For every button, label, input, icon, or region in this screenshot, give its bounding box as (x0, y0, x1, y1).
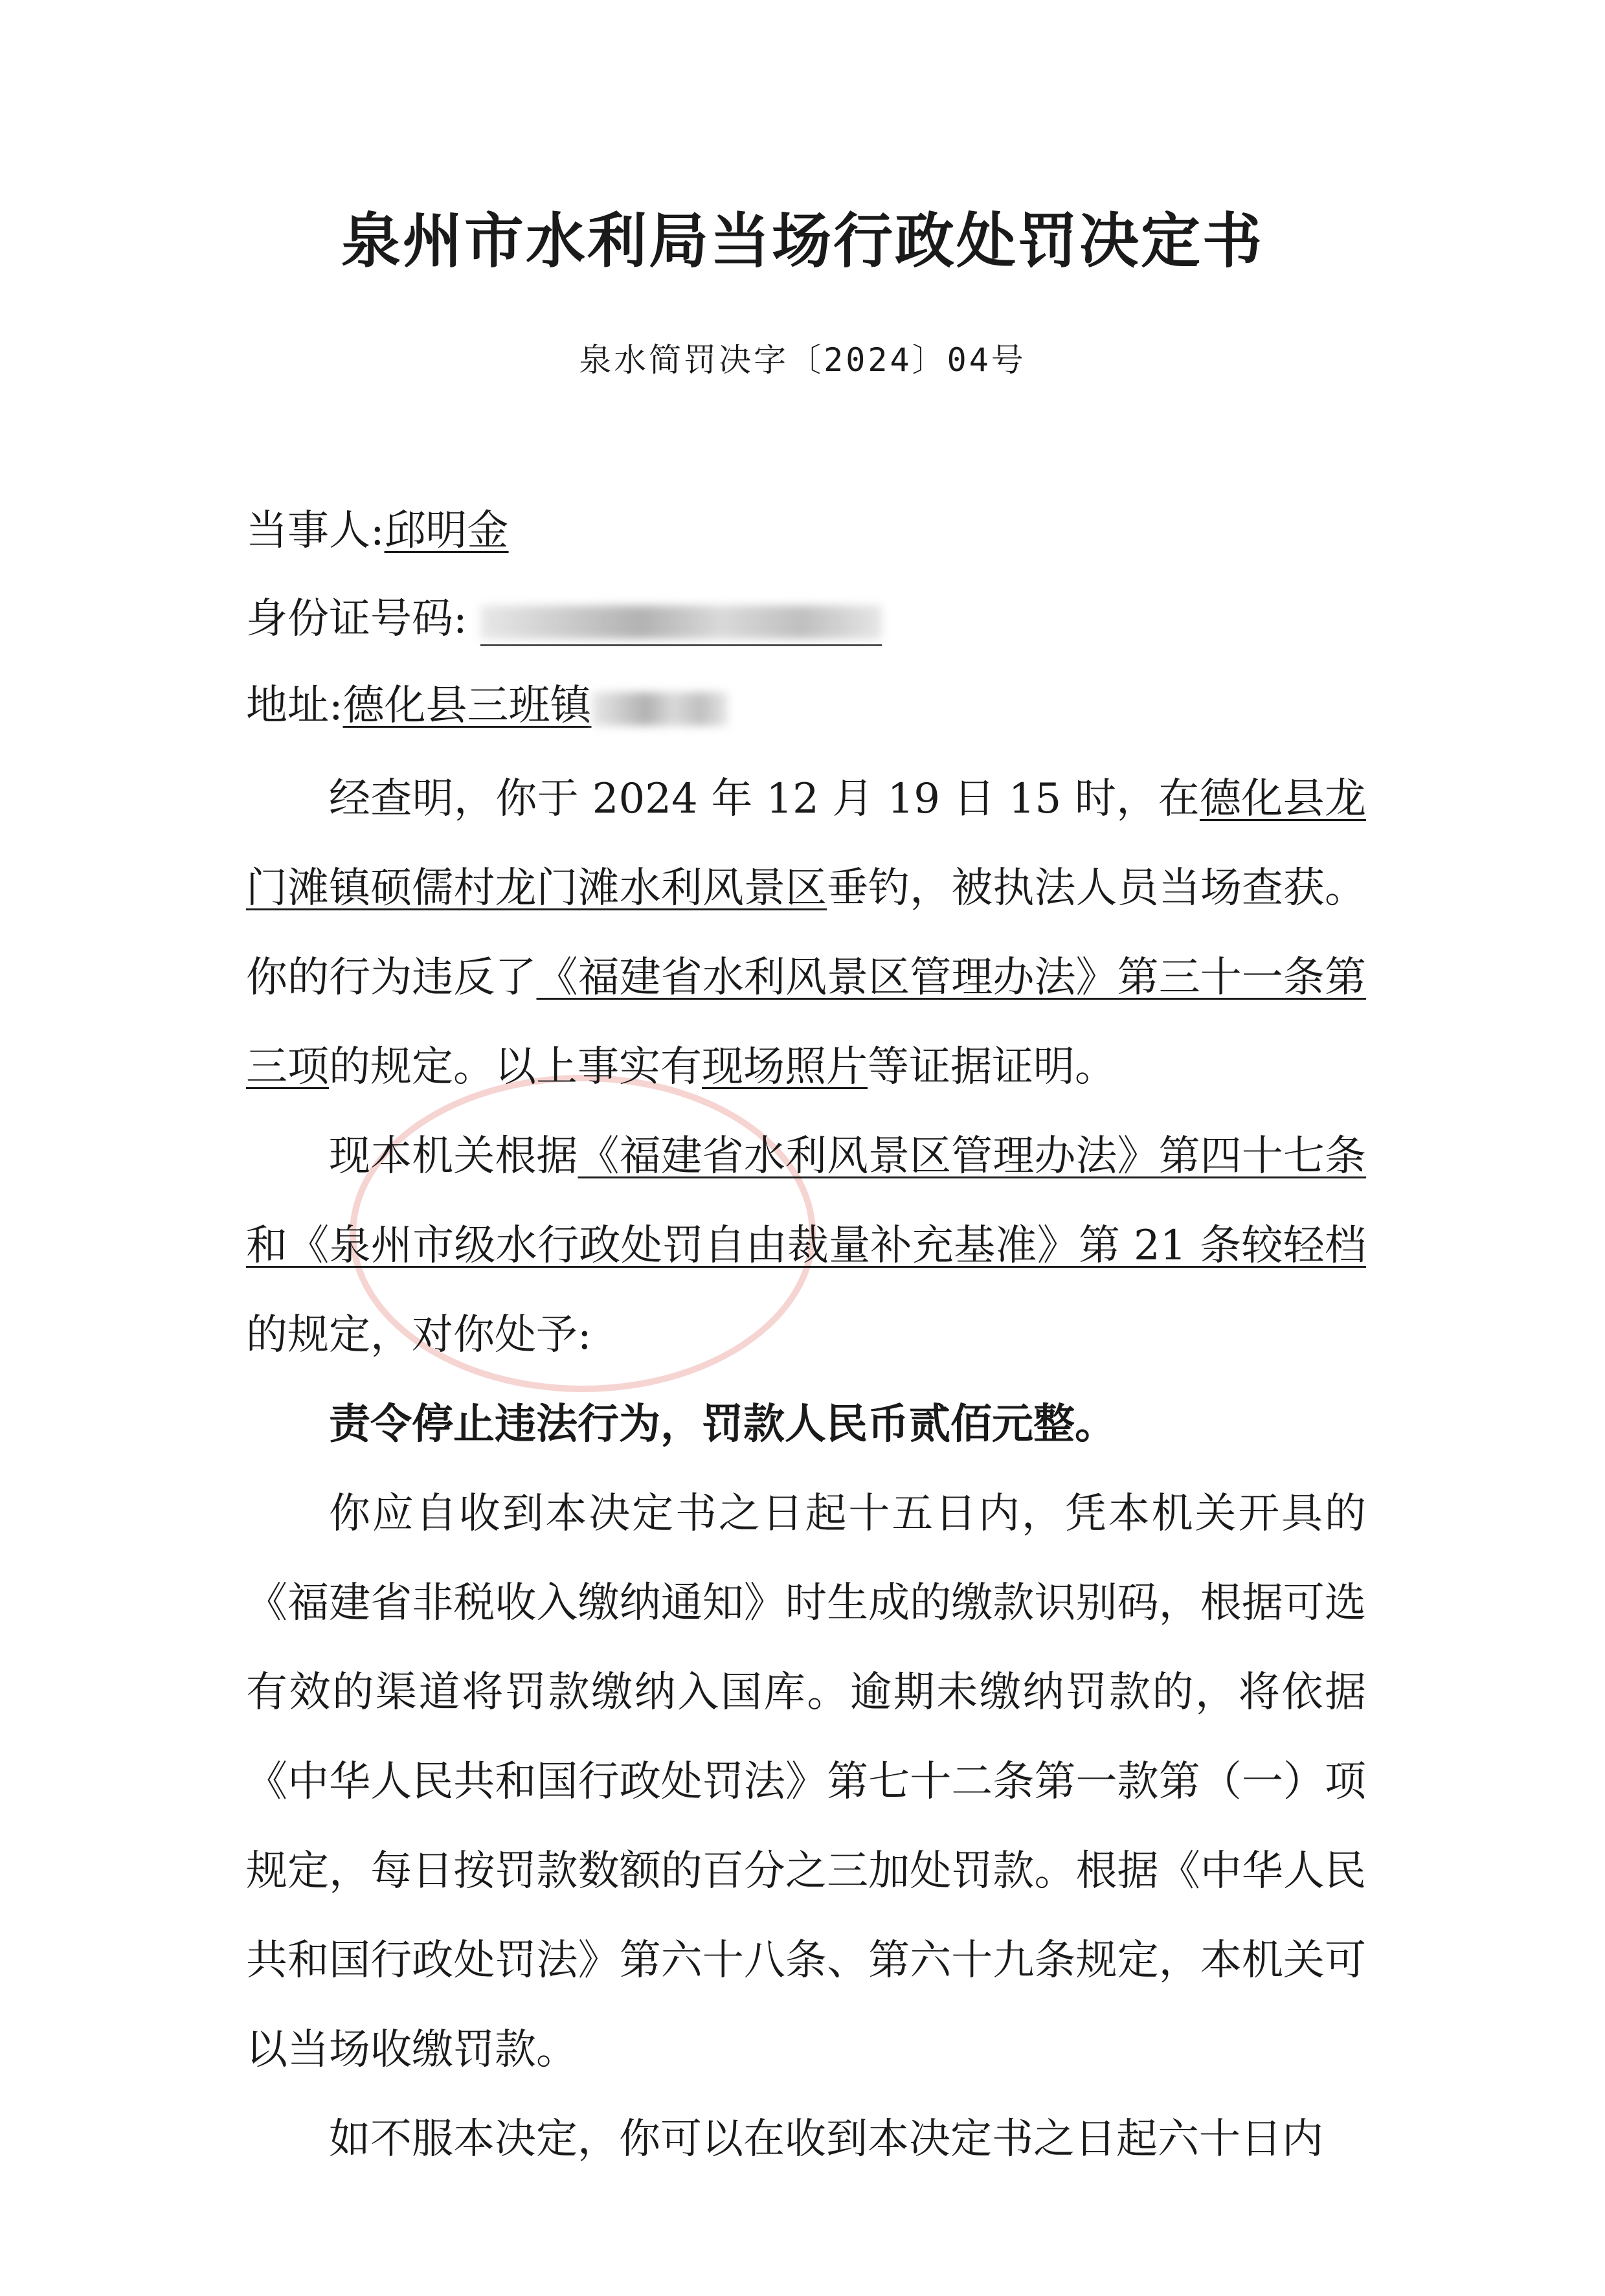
payment-paragraph: 你应自收到本决定书之日起十五日内，凭本机关开具的《福建省非税收入缴纳通知》时生成的缴款识别码，根据可选有效的渠道将罚款缴纳入国库。逾期未缴纳罚款的，将依据《中华人民共和国行政处罚法》第七十二条第一款第（一）项规定，每日按罚款数额的百分之三加处罚款。根据《中华人民共和国行政处罚法》第六十八条、第六十九条规定，本机关可以当场收缴罚款。 (246, 1490, 1366, 2074)
facts-evidence: 现场照片 (702, 1043, 868, 1091)
id-number-row (246, 594, 882, 646)
basis-text-2: 的规定，对你处予: (246, 1311, 592, 1359)
address-row (246, 681, 728, 731)
address-redaction-blur (592, 692, 728, 726)
facts-text-1: 经查明，你于 2024 年 12 月 19 日 15 时，在 (329, 775, 1200, 823)
facts-text-3: 的规定。以上事实有 (329, 1043, 702, 1091)
party-name-label: 当事人: (246, 507, 385, 555)
basis-text-1: 现本机关根据 (329, 1132, 578, 1180)
party-name-row (246, 506, 509, 556)
appeal-paragraph: 如不服本决定，你可以在收到本决定书之日起六十日内 (329, 2115, 1323, 2163)
document-number: 泉水简罚决字〔2024〕04号 (579, 341, 1026, 379)
id-number-redacted (480, 594, 882, 646)
penalty-paragraph: 责令停止违法行为，罚款人民币贰佰元整。 (329, 1401, 1116, 1448)
facts-paragraph (246, 754, 1366, 1112)
address-value: 德化县三班镇 (342, 682, 592, 730)
id-number-label: 身份证号码: (246, 595, 467, 643)
party-name: 邱明金 (384, 507, 509, 555)
basis-law-ref: 《福建省水利风景区管理办法》第四十七条和《泉州市级水行政处罚自由裁量补充基准》第 21 条较轻档 (246, 1132, 1366, 1270)
basis-paragraph (246, 1112, 1366, 1380)
facts-law-ref: 《福建省水利风景区管理办法》第三十一条第三项 (246, 954, 1367, 1091)
facts-location: 德化县龙门滩镇硕儒村龙门滩水利风景区 (246, 775, 1367, 912)
facts-text-4: 等证据证明。 (868, 1043, 1116, 1091)
document-title: 泉州市水利局当场行政处罚决定书 (341, 207, 1264, 276)
address-label: 地址: (246, 682, 343, 730)
decision-body (246, 754, 1366, 2184)
redaction-blur (480, 605, 882, 639)
facts-text-2: 垂钓，被执法人员当场查获。你的行为违反了 (246, 864, 1366, 1002)
